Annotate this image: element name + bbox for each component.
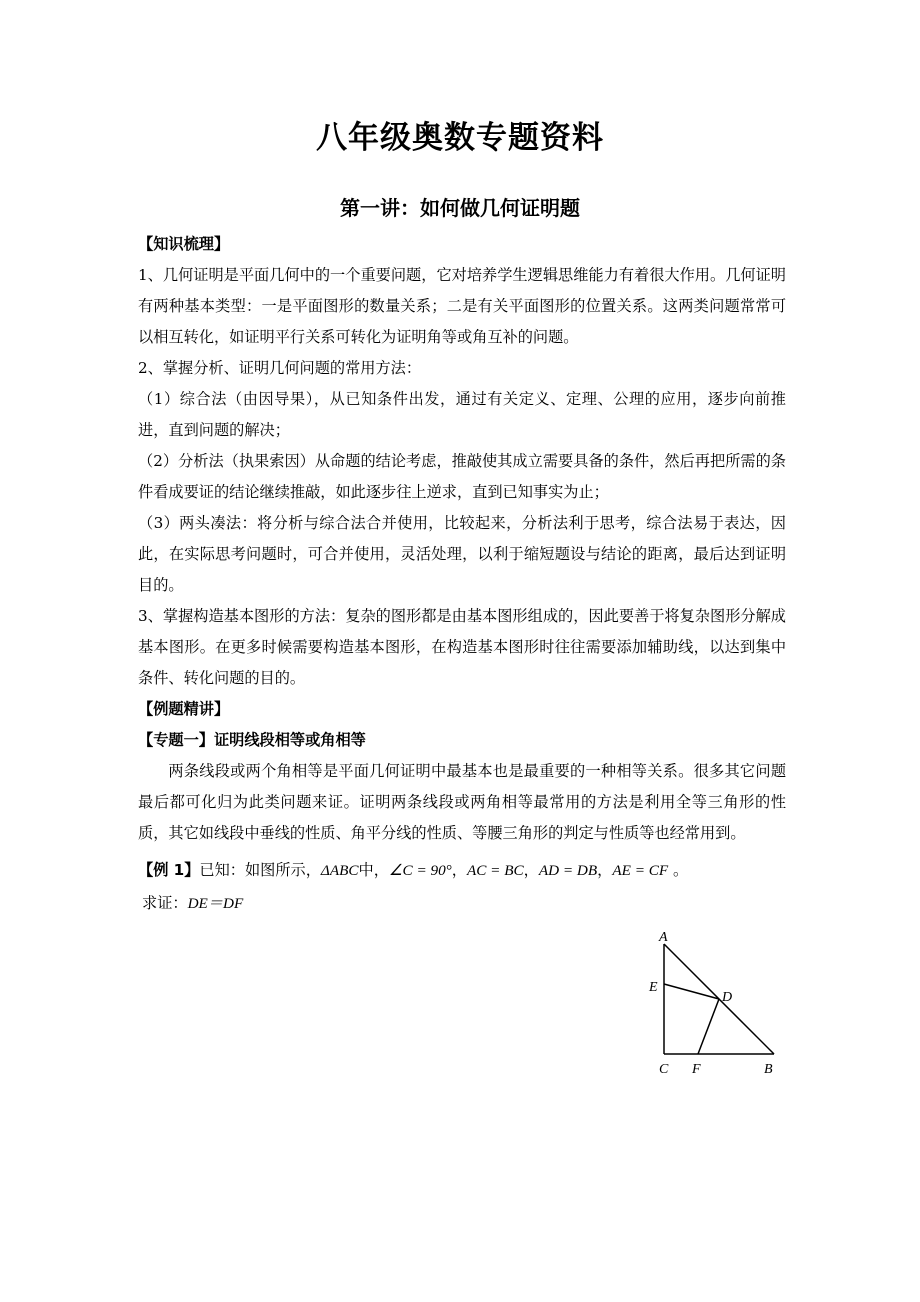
- example1-prove-prefix: 求证：: [142, 894, 188, 912]
- topic1-label: 【专题一】: [138, 731, 214, 749]
- topic1-heading: [138, 725, 786, 756]
- lecture-subtitle: 第一讲：如何做几何证明题: [340, 196, 580, 220]
- paragraph-1: 1、几何证明是平面几何中的一个重要问题，它对培养学生逻辑思维能力有着很大作用。几何证明有两种基本类型：一是平面图形的数量关系；二是有关平面图形的位置关系。这两类问题常常可以相互转化，如证明平行关系可转化为证明角等或角互补的问题。: [138, 266, 786, 346]
- example1-prove-statement: DE＝DF: [187, 895, 244, 912]
- example1-cond-ac-bc: AC = BC: [466, 862, 524, 879]
- paragraph-4: （2）分析法（执果索因）从命题的结论考虑，推敲使其成立需要具备的条件，然后再把所需的条件看成要证的结论继续推敲，如此逐步往上逆求，直到已知事实为止；: [138, 452, 786, 501]
- example1-end: 。: [668, 861, 689, 879]
- example1-sep-3: ，: [597, 861, 613, 879]
- triangle-figure-svg: [640, 928, 790, 1078]
- paragraph-2: 2、掌握分析、证明几何问题的常用方法：: [138, 359, 422, 377]
- example1-prove: [138, 888, 786, 919]
- label-d: D: [722, 990, 733, 1005]
- example1-label: 【例 1】: [138, 861, 200, 879]
- label-e: E: [649, 980, 658, 995]
- paragraph-3: （1）综合法（由因导果），从已知条件出发，通过有关定义、定理、公理的应用，逐步向前推进，直到问题的解决；: [138, 390, 786, 439]
- label-a: A: [659, 930, 668, 945]
- example1-zhong: 中，: [358, 861, 389, 879]
- topic1-title: 证明线段相等或角相等: [213, 731, 366, 749]
- example1-sep-2: ，: [523, 861, 539, 879]
- example1-given: [138, 855, 786, 886]
- example1-cond-angle: ∠C = 90°: [388, 862, 452, 879]
- document-title: 八年级奥数专题资料: [316, 120, 604, 156]
- example1-cond-ae-cf: AE = CF: [612, 862, 669, 879]
- topic1-text: 两条线段或两个角相等是平面几何证明中最基本也是最重要的一种相等关系。很多其它问题最后都可化归为此类问题来证。证明两条线段或两角相等最常用的方法是利用全等三角形的性质，其它如线段中垂线的性质、角平分线的性质、等腰三角形的判定与性质等也经常用到。: [138, 762, 786, 842]
- knowledge-header: 【知识梳理】: [138, 235, 230, 253]
- example1-given-prefix: 已知：如图所示，: [199, 861, 321, 879]
- paragraph-5: （3）两头凑法：将分析与综合法合并使用，比较起来，分析法利于思考，综合法易于表达，因此，在实际思考问题时，可合并使用，灵活处理，以利于缩短题设与结论的距离，最后达到证明目的。: [138, 514, 786, 594]
- label-b: B: [764, 1062, 773, 1077]
- segment-df: [698, 999, 719, 1054]
- examples-header: 【例题精讲】: [138, 700, 230, 718]
- triangle-figure: [640, 928, 790, 1078]
- document-body: [138, 229, 786, 919]
- example1-cond-ad-db: AD = DB: [538, 862, 598, 879]
- example1-triangle: ΔABC: [320, 862, 359, 879]
- label-f: F: [692, 1062, 701, 1077]
- example1-sep-1: ，: [451, 861, 467, 879]
- paragraph-6: 3、掌握构造基本图形的方法：复杂的图形都是由基本图形组成的，因此要善于将复杂图形分解成基本图形。在更多时候需要构造基本图形，在构造基本图形时往往需要添加辅助线，以达到集中条件、转化问题的目的。: [138, 607, 786, 687]
- label-c: C: [659, 1062, 669, 1077]
